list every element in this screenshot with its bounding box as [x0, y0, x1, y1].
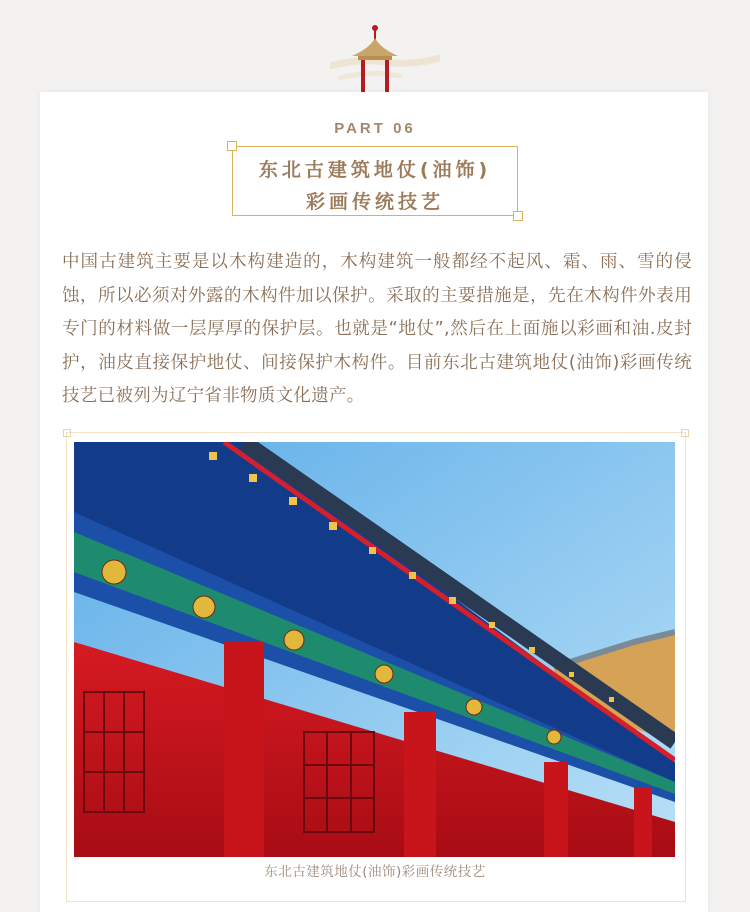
part-label: PART 06 — [334, 120, 416, 137]
section-title-box — [232, 146, 518, 216]
body-paragraph: 中国古建筑主要是以木构建造的，木构建筑一般都经不起风、霜、雨、雪的侵蚀，所以必须对外露的木构件加以保护。采取的主要措施是，先在木构件外表用专门的材料做一层厚厚的保护层。也就是“地仗”,然后在上面施以彩画和油.皮封护，油皮直接保护地仗、间接保护木构件。目前东北古建筑地仗(油饰)彩画传统技艺已被列为辽宁省非物质文化遗产。 — [62, 252, 692, 406]
frame-corner-decoration — [681, 429, 689, 437]
section-title-line1: 东北古建筑地仗(油饰) — [258, 159, 492, 181]
pavilion-ornament-icon — [330, 18, 440, 98]
section-title-line2: 彩画传统技艺 — [305, 191, 444, 213]
temple-eaves-photo — [74, 442, 675, 857]
title-corner-decoration — [227, 141, 237, 151]
photo-caption: 东北古建筑地仗(油饰)彩画传统技艺 — [264, 864, 486, 880]
frame-corner-decoration — [63, 429, 71, 437]
